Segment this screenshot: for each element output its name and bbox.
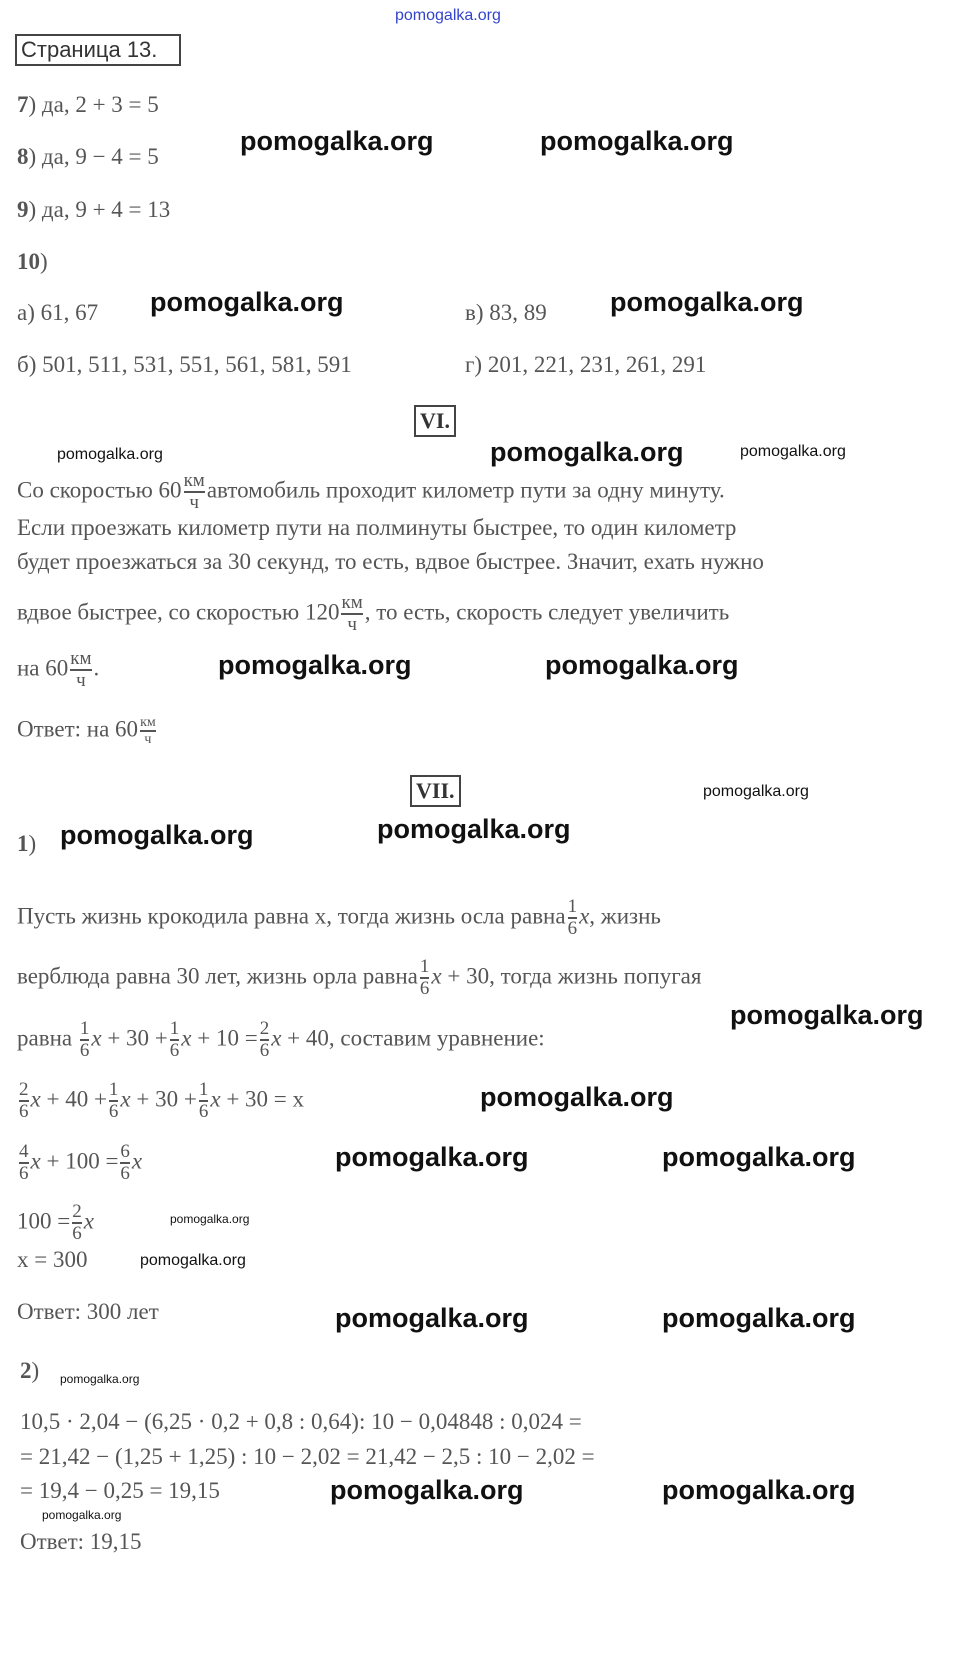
text-segment: + 40, составим уравнение: bbox=[287, 1025, 545, 1051]
paragraph-line bbox=[17, 593, 729, 635]
math-line: 10,5 · 2,04 − (6,25 · 0,2 + 0,8 : 0,64): 10 − 0,04848 : 0,024 = bbox=[20, 1409, 582, 1434]
answer-9 bbox=[17, 197, 170, 223]
watermark-top[interactable]: pomogalka.org bbox=[395, 7, 501, 24]
text-segment: Со скоростью 60 bbox=[17, 477, 182, 503]
math-line: = 21,42 − (1,25 + 1,25) : 10 − 2,02 = 21,42 − 2,5 : 10 − 2,02 = bbox=[20, 1444, 595, 1469]
watermark-small: pomogalka.org bbox=[740, 443, 846, 460]
fraction-numerator: 1 bbox=[198, 1079, 209, 1100]
text-segment: 7 bbox=[17, 92, 29, 117]
answer-7 bbox=[17, 92, 159, 118]
text-segment: 8 bbox=[17, 144, 29, 169]
fraction bbox=[120, 1142, 130, 1184]
math-line bbox=[17, 1019, 545, 1061]
fraction-numerator: 1 bbox=[419, 956, 430, 977]
text-segment: . bbox=[93, 655, 100, 681]
fraction bbox=[420, 957, 430, 999]
watermark: pomogalka.org bbox=[610, 287, 804, 317]
text-segment: x bbox=[181, 1025, 192, 1051]
answer-10a: а) 61, 67 bbox=[17, 300, 99, 325]
fraction bbox=[260, 1019, 270, 1061]
fraction bbox=[72, 1202, 82, 1244]
text-segment: 9 bbox=[17, 197, 29, 222]
fraction-numerator: 1 bbox=[79, 1018, 90, 1039]
fraction-numerator: км bbox=[341, 592, 363, 613]
text-segment: , жизнь bbox=[589, 903, 661, 929]
text-segment: ) bbox=[28, 831, 37, 856]
math-line: = 19,4 − 0,25 = 19,15 bbox=[20, 1478, 220, 1503]
fraction-numerator: 1 bbox=[567, 896, 578, 917]
text-segment: , то есть, скорость следует увеличить bbox=[364, 599, 730, 625]
text-segment: x bbox=[30, 1086, 41, 1112]
text-segment: 10 bbox=[17, 249, 40, 274]
answer-10v: в) 83, 89 bbox=[465, 300, 547, 325]
text-segment: x bbox=[120, 1086, 131, 1112]
text-segment: 100 = bbox=[17, 1208, 71, 1234]
watermark: pomogalka.org bbox=[662, 1142, 856, 1172]
fraction-denominator: 6 bbox=[169, 1040, 180, 1061]
fraction bbox=[568, 897, 578, 939]
fraction-numerator: 2 bbox=[259, 1018, 270, 1039]
fraction-denominator: 6 bbox=[419, 978, 430, 999]
fraction-numerator: км bbox=[183, 470, 205, 491]
fraction bbox=[199, 1080, 209, 1122]
watermark: pomogalka.org bbox=[240, 126, 434, 156]
text-segment: ) bbox=[40, 249, 48, 274]
watermark-small: pomogalka.org bbox=[60, 1372, 140, 1386]
watermark: pomogalka.org bbox=[545, 650, 739, 680]
watermark: pomogalka.org bbox=[335, 1142, 529, 1172]
fraction-numerator: 1 bbox=[169, 1018, 180, 1039]
section-heading-vi: VI. bbox=[414, 405, 456, 437]
math-line bbox=[17, 1202, 94, 1244]
paragraph-line: Если проезжать километр пути на полминуты быстрее, то один километр bbox=[17, 515, 737, 540]
page-title-dot: . bbox=[151, 37, 158, 62]
fraction-denominator: 6 bbox=[19, 1101, 29, 1122]
fraction-denominator: ч bbox=[70, 669, 91, 691]
text-segment: ) bbox=[31, 1358, 40, 1383]
answer-vii-1: Ответ: 300 лет bbox=[17, 1299, 159, 1324]
text-segment: + 30, тогда жизнь попугая bbox=[447, 963, 702, 989]
answer-vi bbox=[17, 715, 158, 747]
answer-vii-2: Ответ: 19,15 bbox=[20, 1529, 142, 1554]
watermark: pomogalka.org bbox=[662, 1475, 856, 1505]
answer-10g: г) 201, 221, 231, 261, 291 bbox=[465, 352, 707, 377]
watermark-small: pomogalka.org bbox=[57, 446, 163, 463]
text-segment: x bbox=[91, 1025, 102, 1051]
fraction bbox=[19, 1080, 29, 1122]
math-line bbox=[17, 1142, 142, 1184]
fraction-denominator: 6 bbox=[567, 918, 578, 939]
watermark: pomogalka.org bbox=[480, 1082, 674, 1112]
page-title bbox=[15, 34, 181, 66]
fraction bbox=[140, 715, 156, 747]
fraction bbox=[70, 649, 91, 691]
fraction bbox=[19, 1142, 29, 1184]
fraction-numerator: 1 bbox=[108, 1079, 119, 1100]
text-segment: Пусть жизнь крокодила равна x, тогда жизнь осла равна bbox=[17, 903, 566, 929]
fraction bbox=[109, 1080, 119, 1122]
text-segment: + 100 = bbox=[46, 1148, 119, 1174]
watermark: pomogalka.org bbox=[330, 1475, 524, 1505]
text-segment: 1 bbox=[17, 831, 29, 856]
watermark: pomogalka.org bbox=[662, 1303, 856, 1333]
fraction-numerator: км bbox=[70, 648, 92, 669]
text-segment: x bbox=[271, 1025, 282, 1051]
fraction-denominator: 6 bbox=[72, 1223, 82, 1244]
fraction-denominator: ч bbox=[184, 491, 205, 513]
answer-10b: б) 501, 511, 531, 551, 561, 581, 591 bbox=[17, 352, 352, 377]
watermark: pomogalka.org bbox=[490, 437, 684, 467]
fraction-denominator: 6 bbox=[19, 1163, 29, 1184]
watermark-small: pomogalka.org bbox=[703, 783, 809, 800]
paragraph-line bbox=[17, 649, 99, 691]
text-segment: ) да, 9 + 4 = 13 bbox=[28, 197, 171, 222]
section-heading-vii: VII. bbox=[410, 775, 461, 807]
text-segment: 2 bbox=[20, 1358, 32, 1383]
fraction-numerator: км bbox=[140, 715, 156, 730]
fraction-numerator: 6 bbox=[120, 1141, 130, 1162]
text-segment: + 30 = x bbox=[226, 1086, 305, 1112]
math-line bbox=[17, 1080, 304, 1122]
fraction bbox=[341, 593, 362, 635]
text-segment: автомобиль проходит километр пути за одну минуту. bbox=[206, 477, 725, 503]
text-segment: равна bbox=[17, 1025, 73, 1051]
text-segment: + 40 + bbox=[46, 1086, 107, 1112]
fraction-denominator: ч bbox=[341, 613, 362, 635]
fraction-denominator: ч bbox=[140, 730, 156, 747]
text-segment: x bbox=[131, 1148, 143, 1174]
text-segment: x bbox=[431, 963, 442, 989]
fraction-denominator: 6 bbox=[259, 1040, 270, 1061]
page-title-text: Страница 13 bbox=[21, 37, 152, 62]
text-segment: ) да, 2 + 3 = 5 bbox=[28, 92, 159, 117]
math-line bbox=[17, 897, 661, 939]
text-segment: ) да, 9 − 4 = 5 bbox=[28, 144, 159, 169]
fraction bbox=[170, 1019, 180, 1061]
watermark: pomogalka.org bbox=[540, 126, 734, 156]
answer-10 bbox=[17, 249, 48, 275]
text-segment: вдвое быстрее, со скоростью 120 bbox=[17, 599, 340, 625]
fraction-denominator: 6 bbox=[79, 1040, 90, 1061]
watermark: pomogalka.org bbox=[377, 814, 571, 844]
watermark-small: pomogalka.org bbox=[170, 1212, 250, 1226]
math-line bbox=[17, 957, 701, 999]
text-segment: Ответ: на 60 bbox=[17, 716, 139, 742]
fraction-numerator: 2 bbox=[72, 1201, 82, 1222]
math-line: x = 300 bbox=[17, 1247, 88, 1272]
fraction-numerator: 4 bbox=[19, 1141, 29, 1162]
text-segment: x bbox=[30, 1148, 41, 1174]
answer-8 bbox=[17, 144, 159, 170]
watermark-small: pomogalka.org bbox=[140, 1252, 246, 1269]
watermark-small: pomogalka.org bbox=[42, 1508, 122, 1522]
fraction bbox=[184, 471, 205, 513]
text-segment: на 60 bbox=[17, 655, 69, 681]
paragraph-line bbox=[17, 471, 725, 513]
text-segment: + 10 = bbox=[197, 1025, 258, 1051]
fraction-denominator: 6 bbox=[108, 1101, 119, 1122]
paragraph-line: будет проезжаться за 30 секунд, то есть, вдвое быстрее. Значит, ехать нужно bbox=[17, 549, 764, 574]
task-2-label bbox=[20, 1358, 39, 1384]
text-segment: x bbox=[83, 1208, 94, 1234]
fraction-denominator: 6 bbox=[198, 1101, 209, 1122]
watermark: pomogalka.org bbox=[335, 1303, 529, 1333]
task-1-label bbox=[17, 831, 36, 857]
watermark: pomogalka.org bbox=[150, 287, 344, 317]
fraction-denominator: 6 bbox=[120, 1163, 130, 1184]
fraction-numerator: 2 bbox=[19, 1079, 29, 1100]
watermark: pomogalka.org bbox=[60, 820, 254, 850]
fraction bbox=[80, 1019, 90, 1061]
text-segment: x bbox=[210, 1086, 221, 1112]
text-segment: + 30 + bbox=[107, 1025, 168, 1051]
watermark: pomogalka.org bbox=[218, 650, 412, 680]
text-segment: + 30 + bbox=[136, 1086, 197, 1112]
text-segment: верблюда равна 30 лет, жизнь орла равна bbox=[17, 963, 418, 989]
text-segment: x bbox=[579, 903, 590, 929]
watermark: pomogalka.org bbox=[730, 1000, 924, 1030]
